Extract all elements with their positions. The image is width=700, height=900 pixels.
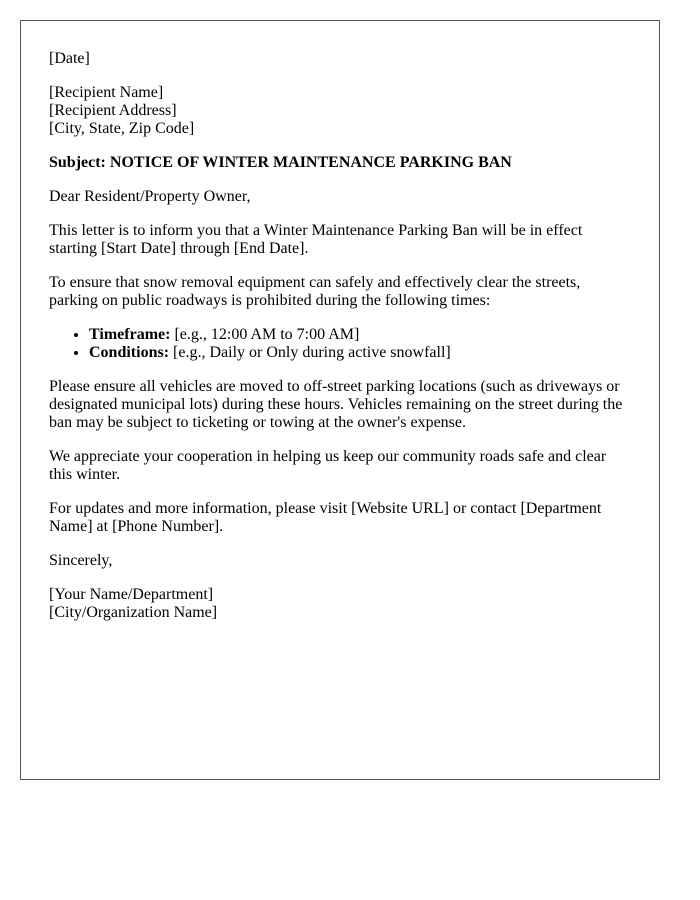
instructions-paragraph: Please ensure all vehicles are moved to off-street parking locations (such as driveways or designated municipal lots) during these hours. Vehicles remaining on the street during the ban may be subject to ticketing or towing at the owner's expense.	[49, 378, 623, 431]
subject-text: NOTICE OF WINTER MAINTENANCE PARKING BAN	[109, 154, 512, 171]
detail-conditions-label: Conditions:	[89, 344, 170, 361]
intro-paragraph: This letter is to inform you that a Winter Maintenance Parking Ban will be in effect starting [Start Date] through [End Date].	[49, 222, 583, 257]
signature-organization: [City/Organization Name]	[49, 604, 218, 621]
detail-conditions-value: [e.g., Daily or Only during active snowfall]	[169, 344, 451, 361]
signature-block	[49, 586, 631, 622]
letter-date: [Date]	[49, 50, 90, 67]
recipient-name: [Recipient Name]	[49, 84, 164, 101]
appreciation-paragraph: We appreciate your cooperation in helping us keep our community roads safe and clear this winter.	[49, 448, 607, 483]
closing: Sincerely,	[49, 552, 113, 569]
contact-paragraph: For updates and more information, please visit [Website URL] or contact [Department Name] at [Phone Number].	[49, 500, 602, 535]
signature-name: [Your Name/Department]	[49, 586, 214, 603]
subject-line	[49, 154, 631, 172]
purpose-paragraph: To ensure that snow removal equipment can safely and effectively clear the streets, parking on public roadways is prohibited during the following times:	[49, 274, 581, 309]
detail-conditions	[89, 344, 631, 362]
subject-label: Subject:	[49, 154, 106, 171]
details-list	[49, 326, 631, 362]
recipient-block	[49, 84, 631, 138]
detail-timeframe	[89, 326, 631, 344]
letter-page	[20, 20, 660, 780]
recipient-city-state-zip: [City, State, Zip Code]	[49, 120, 195, 137]
detail-timeframe-value: [e.g., 12:00 AM to 7:00 AM]	[170, 326, 360, 343]
detail-timeframe-label: Timeframe:	[89, 326, 171, 343]
salutation: Dear Resident/Property Owner,	[49, 188, 251, 205]
recipient-address: [Recipient Address]	[49, 102, 177, 119]
